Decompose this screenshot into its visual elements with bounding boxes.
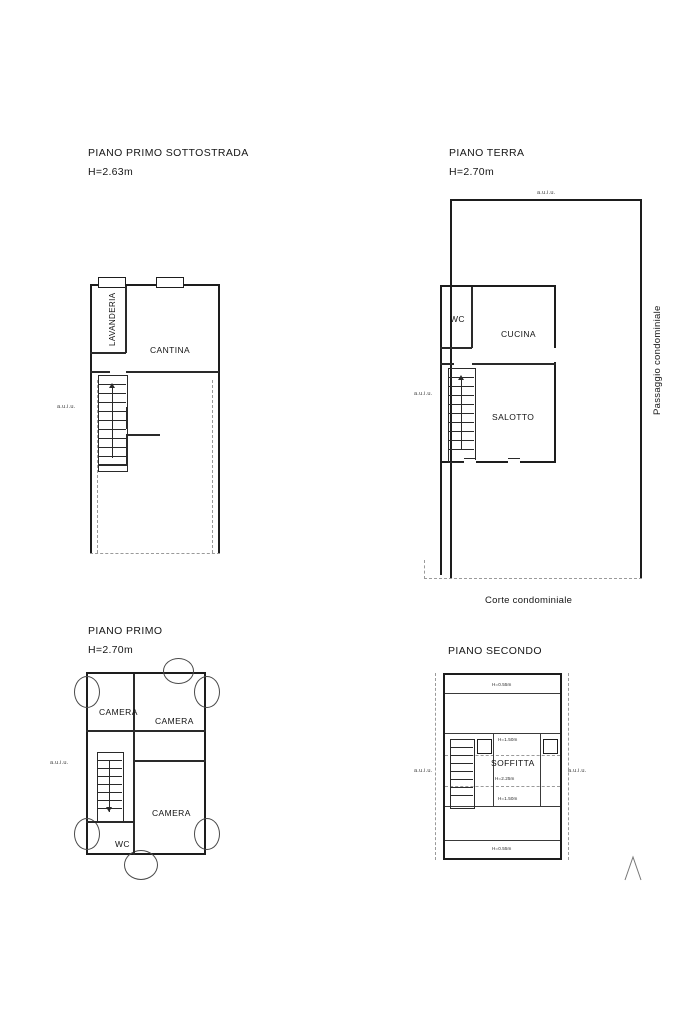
stair-direction-line bbox=[112, 388, 113, 458]
stair-direction-arrow-primo bbox=[106, 807, 112, 812]
plan-piano-secondo bbox=[340, 600, 683, 930]
plan-title-terra: PIANO TERRA bbox=[449, 147, 525, 159]
label-corte-condominiale: Corte condominiale bbox=[485, 595, 573, 606]
balcony-arc-right-bottom bbox=[194, 818, 220, 850]
inner-dashed-right bbox=[212, 380, 213, 553]
skylight-box-right bbox=[543, 739, 558, 754]
wall-unit-top bbox=[440, 285, 556, 287]
roof-line-6 bbox=[445, 840, 560, 841]
secondo-vert-2 bbox=[540, 733, 541, 806]
roof-line-2 bbox=[445, 733, 560, 734]
room-label-lavanderia: LAVANDERIA bbox=[108, 292, 117, 346]
opening-right-cucina bbox=[553, 348, 557, 362]
boundary-bottom-dashed bbox=[90, 553, 220, 554]
height-mark-5: H=0.55m bbox=[492, 846, 512, 851]
room-label-cantina: CANTINA bbox=[150, 345, 191, 355]
wall-lavanderia-right bbox=[125, 286, 127, 353]
balcony-arc-bottom bbox=[124, 850, 158, 880]
secondo-dashed-right bbox=[568, 673, 569, 860]
height-mark-3: H=2.25m bbox=[495, 776, 515, 781]
side-note-primo: a.u.i.u. bbox=[50, 760, 69, 766]
terra-left-dashed bbox=[424, 560, 425, 579]
side-note-secondo-right: a.u.i.u. bbox=[568, 768, 587, 774]
opening-bottom-1 bbox=[464, 460, 476, 464]
wall-terra-right bbox=[640, 199, 642, 579]
side-note-terra-top: a.u.i.u. bbox=[537, 190, 556, 196]
wall-camera1-right bbox=[133, 674, 135, 731]
room-label-soffitta: SOFFITTA bbox=[491, 758, 535, 768]
plan-title-primo: PIANO PRIMO bbox=[88, 625, 163, 637]
wall-outer-left bbox=[90, 284, 92, 554]
secondo-vert-1 bbox=[493, 733, 494, 806]
wall-camera2-bottom bbox=[134, 730, 206, 732]
staircase-steps-secondo bbox=[450, 739, 473, 807]
plan-height-terra: H=2.70m bbox=[449, 166, 494, 178]
wall-unit-right bbox=[554, 285, 556, 463]
wall-secondo-right bbox=[560, 673, 562, 860]
height-mark-1: H=0.55m bbox=[492, 682, 512, 687]
wall-interior-horizontal bbox=[126, 434, 160, 436]
wall-secondo-top bbox=[443, 673, 562, 675]
plan-title-secondo: PIANO SECONDO bbox=[448, 645, 542, 657]
wall-terra-top bbox=[450, 199, 642, 201]
side-note-terra-left: a.u.i.u. bbox=[414, 391, 433, 397]
wall-secondo-left bbox=[443, 673, 445, 860]
wall-wc-right bbox=[471, 287, 473, 348]
stair-direction-line-primo bbox=[109, 760, 110, 812]
skylight-box-left bbox=[477, 739, 492, 754]
balcony-arc-left-bottom bbox=[74, 818, 100, 850]
wall-corridor-right bbox=[133, 731, 135, 762]
side-note-secondo-left: a.u.i.u. bbox=[414, 768, 433, 774]
wall-terra-bottom-dashed bbox=[424, 578, 642, 579]
room-label-salotto: SALOTTO bbox=[492, 412, 535, 422]
wall-wc-bottom bbox=[440, 347, 472, 349]
wall-cucina-bottom bbox=[472, 363, 556, 365]
height-mark-4: H=1.50m bbox=[498, 796, 518, 801]
stair-direction-arrow-terra bbox=[458, 375, 464, 380]
secondo-dashed-left bbox=[435, 673, 436, 860]
wall-camera3-left bbox=[133, 760, 135, 822]
wall-interior-vertical bbox=[126, 407, 128, 429]
room-label-camera-3: CAMERA bbox=[152, 808, 191, 818]
plan-piano-primo bbox=[0, 600, 340, 900]
height-mark-2: H=1.50m bbox=[498, 737, 518, 742]
wall-unit-left bbox=[440, 285, 442, 575]
wall-cucina-bottom-2 bbox=[440, 363, 454, 365]
plan-piano-primo-sottostrada bbox=[0, 0, 340, 600]
wall-cantina-bottom bbox=[126, 371, 219, 373]
window-box-right bbox=[156, 277, 184, 288]
wall-camera3-top bbox=[134, 760, 206, 762]
wall-cantina-mid bbox=[90, 371, 110, 373]
wall-camera1-bottom bbox=[86, 730, 134, 732]
opening-bottom-mark-1 bbox=[464, 458, 476, 459]
plan-title-sottostrada: PIANO PRIMO SOTTOSTRADA bbox=[88, 147, 249, 159]
wall-lavanderia-bottom bbox=[90, 352, 126, 354]
wall-outer-right bbox=[218, 284, 220, 554]
label-passaggio-condominiale: Passaggio condominiale bbox=[652, 305, 663, 415]
balcony-arc-top bbox=[163, 658, 194, 684]
stair-direction-arrow bbox=[109, 383, 115, 388]
balcony-arc-left-top bbox=[74, 676, 100, 708]
room-label-camera-2: CAMERA bbox=[155, 716, 194, 726]
plan-height-primo: H=2.70m bbox=[88, 644, 133, 656]
wall-wc-right-primo bbox=[133, 821, 135, 855]
window-box-left bbox=[98, 277, 126, 288]
opening-bottom-mark-2 bbox=[508, 458, 520, 459]
balcony-arc-right-top bbox=[194, 676, 220, 708]
wall-interior-vertical-2 bbox=[126, 434, 128, 464]
opening-bottom-2 bbox=[508, 460, 520, 464]
plan-height-sottostrada: H=2.63m bbox=[88, 166, 133, 178]
room-label-cucina: CUCINA bbox=[501, 329, 536, 339]
wall-secondo-bottom bbox=[443, 858, 562, 860]
room-label-wc-primo: WC bbox=[115, 839, 130, 849]
plan-piano-terra bbox=[340, 0, 683, 620]
north-arrow-icon bbox=[622, 855, 644, 886]
room-label-camera-1: CAMERA bbox=[99, 707, 138, 717]
stair-direction-line-terra bbox=[461, 380, 462, 450]
roof-line-1 bbox=[445, 693, 560, 694]
wall-stair-base bbox=[98, 464, 128, 466]
room-label-wc-terra: WC bbox=[450, 314, 465, 324]
side-note-sottostrada: a.u.i.u. bbox=[57, 404, 76, 410]
